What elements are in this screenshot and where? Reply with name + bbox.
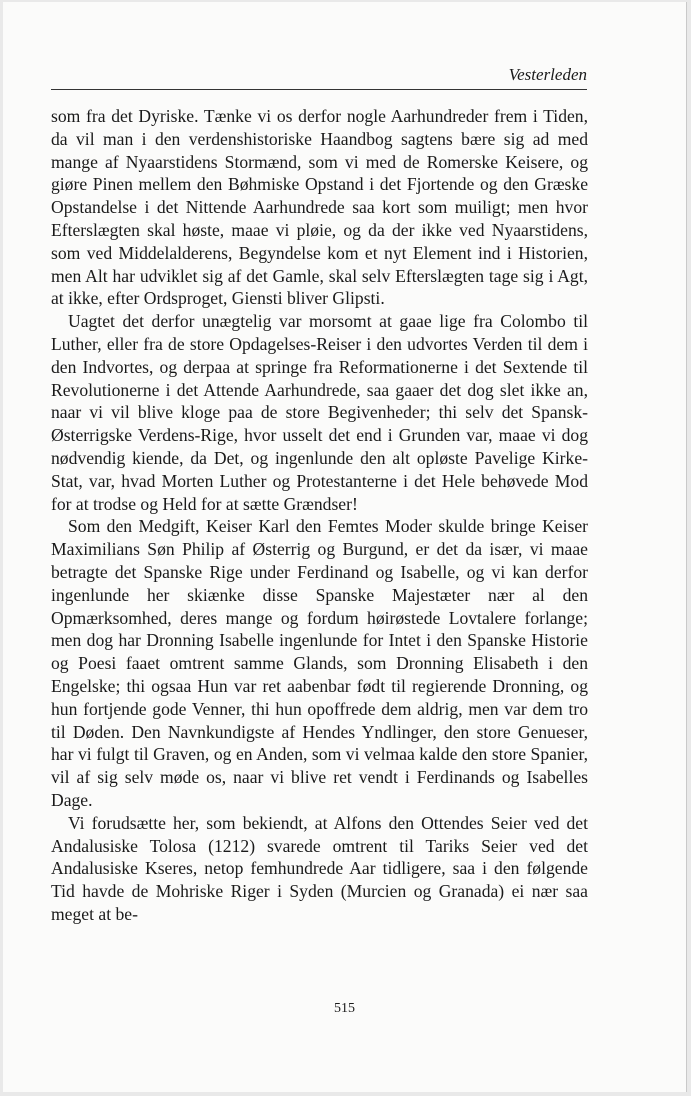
paragraph-1: som fra det Dyriske. Tænke vi os derfor nogle Aarhundreder frem i Tiden, da vil man i den verdenshistoriske Haandbog sagtens bære sig ad med mange af Nyaarstidens Stormænd, som vi med de Romerske Keisere, og giøre Pinen mellem den Bøhmiske Opstand i det Fjortende og den Græske Opstandelse i det Nittende Aarhundrede saa kort som muiligt; men hvor Efterslægten skal høste, maae vi pløie, og da der ikke ved Nyaarstidens, som ved Middelalderens, Begyndelse kom et nyt Element ind i Historien, men Alt har udviklet sig af det Gamle, skal selv Efterslægten tage sig i Agt, at ikke, efter Ordsproget, Giensti bliver Glipsti. [51,106,588,309]
header-rule [51,89,587,90]
running-head: Vesterleden [508,65,587,84]
page-number: 515 [334,1001,355,1016]
body-text [51,105,588,926]
paragraph-4: Vi forudsætte her, som bekiendt, at Alfons den Ottendes Seier ved det Andalusiske Tolosa (1212) svarede omtrent til Tariks Seier ved det Andalusiske Kseres, netop femhundrede Aar tidligere, saa i den følgende Tid havde de Mohriske Riger i Syden (Murcien og Granada) ei nær saa meget at be- [51,812,588,924]
paragraph-2: Uagtet det derfor unægtelig var morsomt at gaae lige fra Colombo til Luther, eller fra de store Opdagelses-Reiser i den udvortes Verden til dem i den Indvortes, og derpaa at springe fra Reformationerne i det Sextende til Revolutionerne i det Attende Aarhundrede, saa gaaer det dog slet ikke an, naar vi vil blive kloge paa de store Begivenheder; thi selv det Spansk-Østerrigske Verdens-Rige, hvor usselt det end i Grunden var, maae vi dog nødvendig kiende, da Det, og ingenlunde den alt opløste Pavelige Kirke-Stat, var, hvad Morten Luther og Protestanterne i det Hele behøvede Mod for at trodse og Held for at sætte Grændser! [51,311,588,514]
book-page [3,2,687,1092]
page-header [51,64,587,92]
paragraph-3: Som den Medgift, Keiser Karl den Femtes Moder skulde bringe Keiser Maximilians Søn Philip af Østerrig og Burgund, er det da især, vi maae betragte det Spanske Rige under Ferdinand og Isabelle, og vi kan derfor ingenlunde her skiænke disse Spanske Majestæter nær al den Opmærksomhed, deres mange og fordum høirøstede Lovtalere forlange; men dog har Dronning Isabelle ingenlunde for Intet i den Spanske Historie og Poesi faaet omtrent samme Glands, som Dronning Elisabeth i den Engelske; thi ogsaa Hun var ret aabenbar født til regierende Dronning, og hun fortjende gode Venner, thi hun opoffrede dem aldrig, men var dem tro til Døden. Den Navnkundigste af Hendes Yndlinger, den store Genueser, har vi fulgt til Graven, og en Anden, som vi velmaa kalde den store Spanier, vil af sig selv møde os, naar vi blive ret vendt i Ferdinands og Isabelles Dage. [51,516,588,810]
